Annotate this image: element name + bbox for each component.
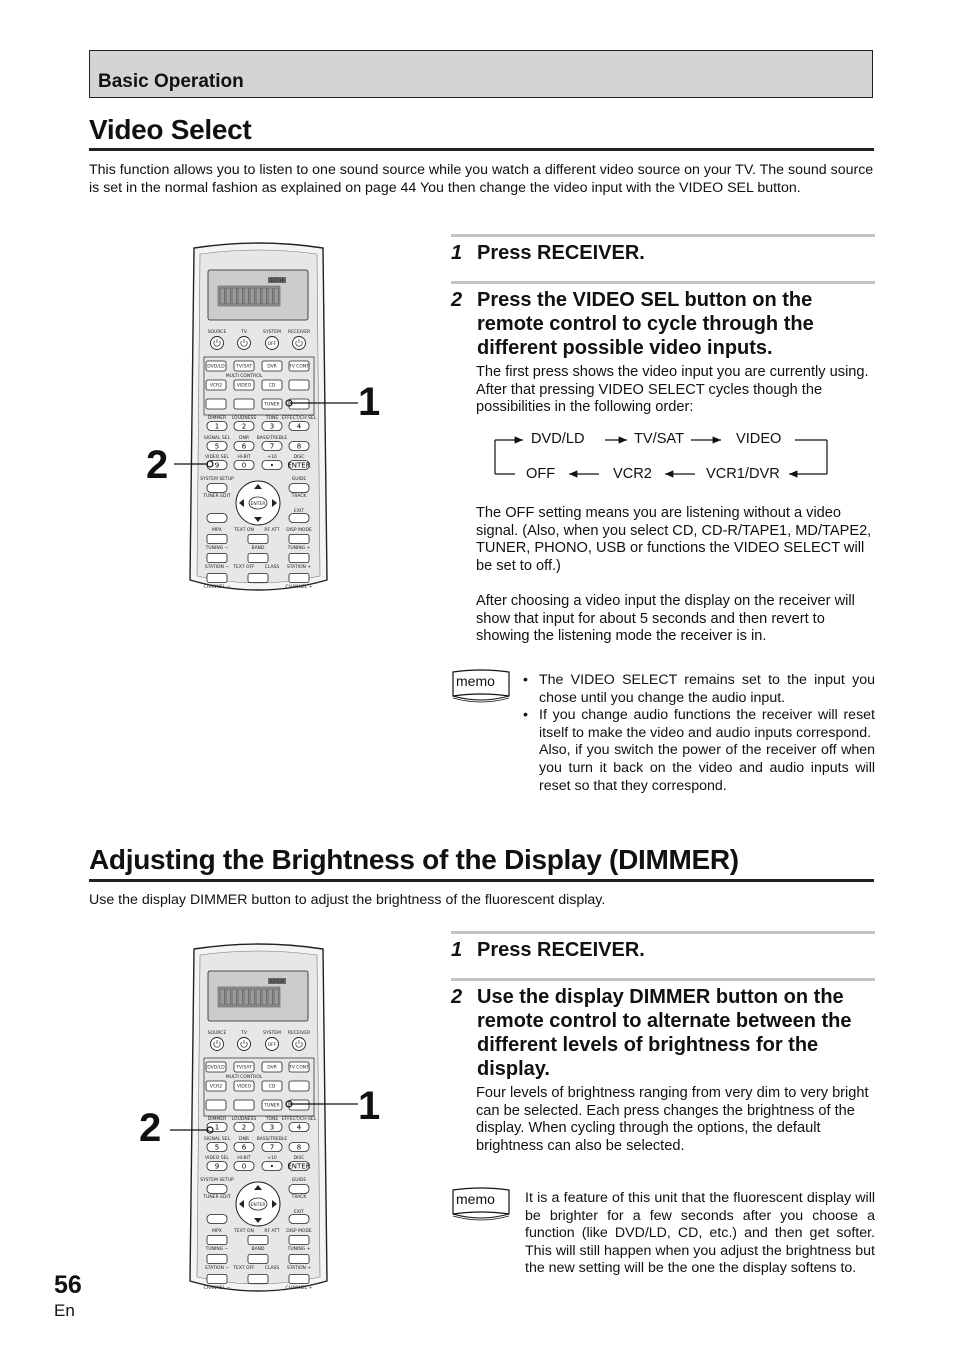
remote-label: GUIDE (291, 1178, 307, 1183)
menu-button (289, 514, 309, 523)
language-code: En (54, 1301, 75, 1320)
remote-label: SYSTEM (263, 330, 281, 335)
remote-label: VIDEO SEL (205, 1156, 229, 1161)
page-number: 56 (54, 1271, 82, 1299)
remote-label: SYSTEM SETUP (200, 477, 234, 482)
remote-label: TUNING − (205, 546, 229, 551)
video-input-cycle-diagram (493, 428, 833, 484)
remote-label: MULTI CONTROL (225, 374, 263, 379)
menu-button (207, 514, 227, 523)
video-select-intro: This function allows you to listen to one sound source while you watch a different video source on your TV. The sound source is set in the normal fashion as explained on page 44 You then change the video input with the VIDEO SEL button. (89, 162, 874, 196)
video-select-title: Video Select (89, 114, 252, 145)
remote-label: TRACK (291, 1195, 307, 1200)
remote-label: TEXT OFF (233, 1266, 255, 1271)
memo-1-extra: Also, if you switch the power of the receiver off when you turn it back on the video and audio inputs will reset so that they correspond. (539, 742, 875, 794)
video-select-para-3: After choosing a video input the display on the receiver will show that input for about 5 seconds and then revert to showing the listening mode the receiver is in. (476, 593, 855, 645)
transport-button (207, 1236, 227, 1245)
number-label: • (269, 461, 275, 470)
remote-label: CHANNEL + (285, 1286, 313, 1291)
remote-label: DISP MODE (286, 1229, 312, 1234)
menu-button (207, 1185, 227, 1194)
transport-button (248, 1275, 268, 1284)
flow-video: VIDEO (736, 431, 782, 447)
memo-icon-2 (450, 1186, 512, 1222)
remote-label: DNR (239, 436, 249, 441)
dimmer-callout-1: 1 (358, 1084, 381, 1128)
remote-label: EFFECT/CH SEL (281, 1117, 317, 1122)
step-2-rule (451, 281, 875, 284)
number-label: 5 (214, 1143, 220, 1152)
transport-button (207, 1275, 227, 1284)
remote-label: STATION − (204, 1266, 230, 1271)
remote-label: CHANNEL − (203, 585, 231, 590)
dimmer-title: Adjusting the Brightness of the Display (DIMMER) (89, 844, 739, 875)
memo-label-1: memo (456, 673, 495, 689)
transport-button (289, 535, 309, 544)
number-label: 6 (241, 1143, 247, 1152)
remote-label: TUNER EDIT (203, 1195, 231, 1200)
remote-label: CLASS (264, 1266, 280, 1271)
remote-label: TV CONT (288, 1065, 310, 1071)
remote-label: STATION + (286, 565, 312, 570)
remote-label: DISC (293, 455, 305, 460)
number-label: 7 (269, 442, 275, 451)
dimmer-step-2 (451, 985, 875, 1081)
remote-label: TONE (265, 416, 279, 421)
remote-label: TV (241, 1031, 247, 1036)
remote-label: TV/SAT (236, 364, 252, 370)
remote-label: HI-BIT (237, 455, 251, 460)
remote-label: CLASS (264, 565, 280, 570)
callout-lines (170, 390, 360, 470)
memo-1-bullet-2: • If you change audio functions the receiver will reset itself to make the video and audio inputs correspond. (523, 707, 875, 742)
transport-button (289, 1275, 309, 1284)
transport-button (248, 1236, 268, 1245)
remote-label: ENTER (250, 501, 266, 507)
remote-label: TV CONT (288, 364, 310, 370)
remote-label: TUNING + (287, 546, 311, 551)
remote-label: VIDEO (236, 383, 252, 389)
transport-button (248, 535, 268, 544)
callout-2: 2 (146, 443, 169, 487)
dimmer-step-2-rule (451, 978, 875, 981)
memo-label-2: memo (456, 1191, 495, 1207)
number-label: 3 (269, 1123, 275, 1132)
remote-label: CHANNEL + (285, 585, 313, 590)
remote-label: GUIDE (291, 477, 307, 482)
remote-label: TEXT ON (234, 528, 254, 533)
number-label: 8 (296, 1143, 302, 1152)
step-1-rule (451, 234, 875, 237)
remote-label: TEXT OFF (233, 565, 255, 570)
flow-vcr2: VCR2 (613, 466, 652, 482)
remote-label: DVR (267, 1065, 277, 1071)
remote-label: SOURCE (207, 1031, 227, 1036)
remote-label: BAND (251, 1247, 265, 1252)
flow-vcr1-dvr: VCR1/DVR (706, 466, 780, 482)
number-label: 5 (214, 442, 220, 451)
menu-button (207, 484, 227, 493)
remote-label: EXIT (293, 509, 305, 514)
transport-button (289, 1255, 309, 1264)
remote-illustration-2 (186, 941, 331, 1291)
section-header-bar (89, 50, 873, 98)
transport-button (207, 574, 227, 583)
dimmer-para-1: Four levels of brightness ranging from very dim to very bright can be selected. Each press changes the brightness of the display. When cycling through the options, the default brightness can also be selected. (476, 1085, 869, 1154)
number-label: 3 (269, 422, 275, 431)
remote-label: DISC (293, 1156, 305, 1161)
transport-button (248, 1255, 268, 1264)
transport-button (289, 554, 309, 563)
memo-icon-1 (450, 668, 512, 704)
dimmer-step-2-number: 2 (451, 986, 463, 1008)
remote-label: VIDEO (236, 1084, 252, 1090)
dimmer-intro: Use the display DIMMER button to adjust the brightness of the fluorescent display. (89, 892, 606, 908)
remote-label: DVD/LD (207, 1065, 225, 1071)
input-button (289, 380, 309, 390)
transport-button (248, 554, 268, 563)
dimmer-step-1-number: 1 (451, 939, 463, 961)
dimmer-step-1-rule (451, 931, 875, 934)
dimmer-step-1 (451, 938, 875, 962)
flow-dvd-ld: DVD/LD (531, 431, 585, 447)
remote-label: SYSTEM (263, 1031, 281, 1036)
number-label: 0 (241, 461, 247, 470)
step-1 (451, 241, 875, 265)
remote-label: VIDEO SEL (205, 455, 229, 460)
remote-label: RECEIVER (287, 330, 311, 335)
remote-label: BAND (251, 546, 265, 551)
transport-button (248, 574, 268, 583)
number-label: • (269, 1162, 275, 1171)
lcd-segments (218, 286, 280, 306)
remote-label: SYSTEM SETUP (200, 1178, 234, 1183)
remote-label: TUNER EDIT (203, 494, 231, 499)
remote-label: TV/SAT (236, 1065, 252, 1071)
remote-label: EFFECT/CH SEL (281, 416, 317, 421)
flow-tv-sat: TV/SAT (634, 431, 685, 447)
remote-label: VCR2 (209, 383, 223, 389)
number-label: 6 (241, 442, 247, 451)
transport-button (207, 554, 227, 563)
remote-label: VCR2 (209, 1084, 223, 1090)
number-label: 8 (296, 442, 302, 451)
lcd-segments (218, 987, 280, 1007)
number-label: 1 (214, 1123, 220, 1132)
dimmer-step-2-text: Use the display DIMMER button on the remote control to alternate between the different levels of brightness for the display. (477, 986, 852, 1080)
remote-label: MULTI CONTROL (225, 1075, 263, 1080)
remote-label: DNR (239, 1137, 249, 1142)
remote-label: TUNING − (205, 1247, 229, 1252)
number-label: 9 (214, 1162, 220, 1171)
menu-button (207, 1215, 227, 1224)
remote-label: DISP MODE (286, 528, 312, 533)
remote-label: LOUDNESS (231, 416, 257, 421)
remote-label: EXIT (293, 1210, 305, 1215)
step-2-number: 2 (451, 289, 463, 311)
remote-label: TUNER (264, 402, 280, 408)
video-select-para-1: The first press shows the video input you are currently using. After that pressing VIDEO SELECT cycles though the possibilities in the following order: (476, 364, 869, 416)
remote-label: SOURCE (207, 330, 227, 335)
dimmer-callout-2: 2 (139, 1106, 162, 1150)
remote-label: TUNER (264, 1103, 280, 1109)
flow-off: OFF (526, 466, 556, 482)
step-1-number: 1 (451, 242, 463, 264)
number-label: 0 (241, 1162, 247, 1171)
remote-label: CHANNEL − (203, 1286, 231, 1291)
transport-button (207, 535, 227, 544)
off-label: OFF (267, 1043, 277, 1048)
number-label: 7 (269, 1143, 275, 1152)
step-2-text: Press the VIDEO SEL button on the remote control to cycle through the different possible video inputs. (477, 289, 814, 359)
remote-label: TONE (265, 1117, 279, 1122)
remote-label: BASS/TREBLE (256, 1137, 288, 1142)
number-label: 2 (241, 1123, 247, 1132)
remote-label: +10 (267, 455, 277, 460)
remote-label: MPX (212, 528, 222, 533)
remote-label: RF ATT (264, 1229, 280, 1234)
remote-label: CD (268, 1084, 276, 1090)
remote-label: BASS/TREBLE (256, 436, 288, 441)
transport-button (289, 1236, 309, 1245)
setup-tag-label: SETUP (269, 278, 285, 284)
menu-button (289, 1185, 309, 1194)
off-label: OFF (267, 342, 277, 347)
menu-button (289, 1215, 309, 1224)
remote-label: HI-BIT (237, 1156, 251, 1161)
transport-button (207, 1255, 227, 1264)
memo-1-bullet-1: • The VIDEO SELECT remains set to the input you chose until you change the audio input. (523, 672, 875, 707)
number-label: 9 (214, 461, 220, 470)
title-rule (89, 148, 874, 151)
dimmer-callout-lines (160, 1090, 360, 1140)
remote-label: DVR (267, 364, 277, 370)
setup-tag-label: SETUP (269, 979, 285, 985)
remote-label: MPX (212, 1229, 222, 1234)
remote-label: DVD/LD (207, 364, 225, 370)
remote-label: STATION − (204, 565, 230, 570)
number-label: 4 (296, 1123, 302, 1132)
callout-1: 1 (358, 380, 381, 424)
remote-label: SIGNAL SEL (203, 1137, 231, 1142)
memo-2-content: It is a feature of this unit that the fluorescent display will be brighter for a few seconds after you choose a function (like DVD/LD, CD, etc.) and then get softer. This will still happen when you adjust the brightness but the new setting will be the one the display softens to. (525, 1190, 875, 1277)
memo-1-content (523, 672, 875, 795)
remote-label: RECEIVER (287, 1031, 311, 1036)
remote-label: TUNING + (287, 1247, 311, 1252)
remote-label: TV (241, 330, 247, 335)
number-label: ENTER (287, 461, 311, 470)
dimmer-title-rule (89, 879, 874, 882)
remote-label: STATION + (286, 1266, 312, 1271)
step-1-text: Press RECEIVER. (477, 242, 645, 264)
number-label: 4 (296, 422, 302, 431)
number-label: ENTER (287, 1162, 311, 1171)
number-label: 2 (241, 422, 247, 431)
remote-label: TEXT ON (234, 1229, 254, 1234)
remote-label: SIGNAL SEL (203, 436, 231, 441)
remote-label: +10 (267, 1156, 277, 1161)
transport-button (289, 574, 309, 583)
step-2 (451, 288, 875, 360)
video-select-para-2: The OFF setting means you are listening without a video signal. (Also, when you select CD, CD-R/TAPE1, MD/TAPE2, TUNER, PHONO, USB or functions the VIDEO SELECT will be set to off.) (476, 505, 872, 574)
section-title: Basic Operation (98, 71, 244, 92)
number-label: 1 (214, 422, 220, 431)
remote-label: ENTER (250, 1202, 266, 1208)
remote-label: DIMMER (207, 1117, 227, 1122)
dimmer-step-1-text: Press RECEIVER. (477, 939, 645, 961)
remote-label: CD (268, 383, 276, 389)
remote-label: DIMMER (207, 416, 227, 421)
remote-label: TRACK (291, 494, 307, 499)
menu-button (289, 484, 309, 493)
remote-label: LOUDNESS (231, 1117, 257, 1122)
remote-label: RF ATT (264, 528, 280, 533)
